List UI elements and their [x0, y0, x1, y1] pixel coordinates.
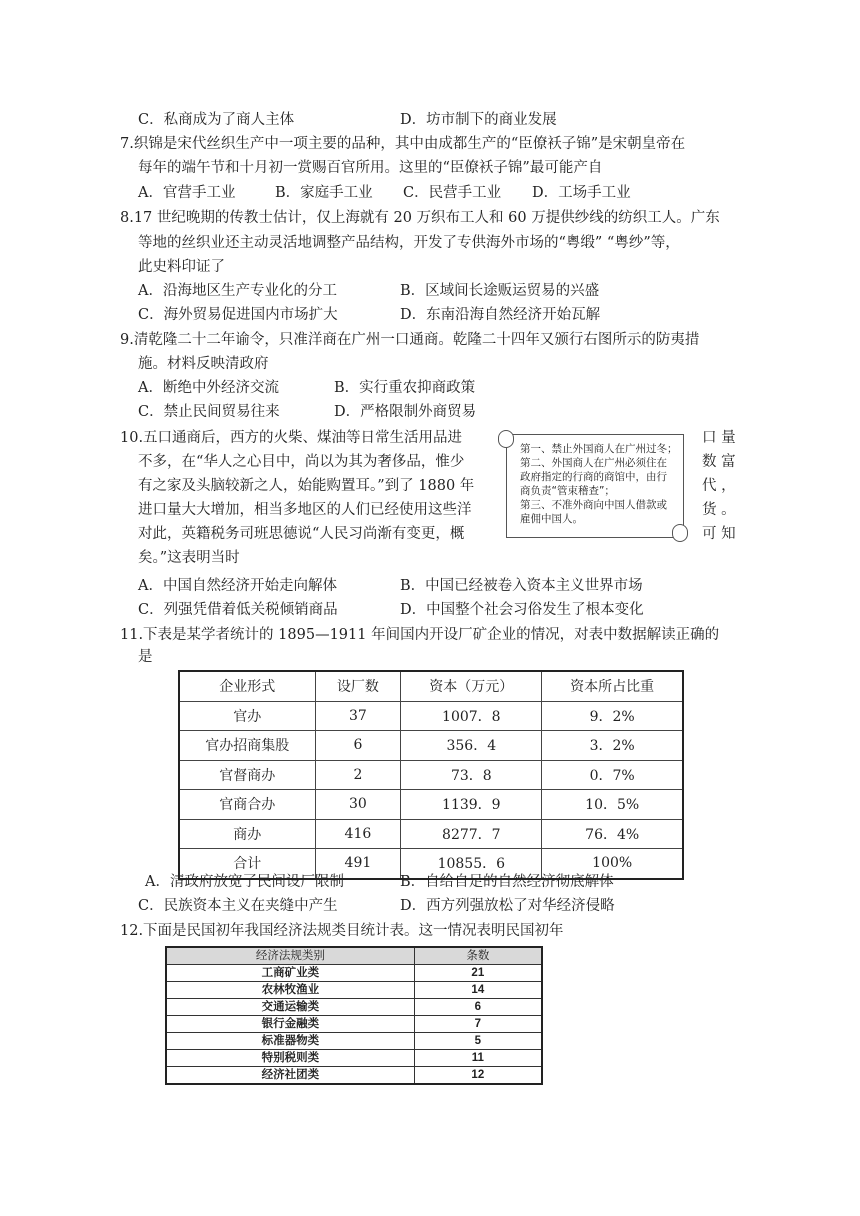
q11-stem-line1: 11.下表是某学者统计的 1895—1911 年间国内开设厂矿企业的情况，对表中数据解读正确的 [120, 627, 720, 643]
table-cell: 21 [414, 965, 542, 982]
q10-stem-line6: 矣。”这表明当时 [138, 550, 240, 566]
q11-option-a[interactable]: A．清政府放宽了民间设厂限制 [145, 874, 344, 890]
table-cell: 合计 [179, 849, 315, 879]
q8-option-a[interactable]: A．沿海地区生产专业化的分工 [138, 283, 337, 299]
table-cell: 14 [414, 982, 542, 999]
q10-stem-line2: 不多，在“华人之心目中，尚以为其为奢侈品，惟少 [138, 454, 465, 470]
enterprise-statistics-table [178, 670, 684, 880]
q10-stem-line3: 有之家及头脑较新之人，始能购置耳。”到了 1880 年 [138, 478, 475, 494]
q9-option-a[interactable]: A．断绝中外经济交流 [138, 380, 279, 396]
table-cell: 7 [414, 1016, 542, 1033]
economic-regulations-table [165, 946, 543, 1085]
table-row [166, 999, 542, 1016]
q10-right-fragment: 货 。 [702, 502, 736, 518]
table-cell: 30 [315, 790, 401, 820]
q9-stem-line2: 施。材料反映清政府 [138, 356, 269, 372]
table-cell: 3．2% [542, 731, 683, 761]
table-cell: 1139．9 [401, 790, 542, 820]
table-cell: 交通运输类 [166, 999, 414, 1016]
table-cell: 491 [315, 849, 401, 879]
q7-option-b[interactable]: B．家庭手工业 [275, 185, 373, 201]
table-cell: 37 [315, 701, 401, 731]
table-cell: 官办招商集股 [179, 731, 315, 761]
table-cell: 1007．8 [401, 701, 542, 731]
q11-option-c[interactable]: C．民族资本主义在夹缝中产生 [138, 898, 338, 914]
table-row [179, 701, 683, 731]
q10-option-a[interactable]: A．中国自然经济开始走向解体 [138, 578, 337, 594]
q8-stem-line1: 8.17 世纪晚期的传教士估计，仅上海就有 20 万织布工人和 60 万提供纱线的纺织工人。广东 [120, 210, 720, 226]
table-row [166, 982, 542, 999]
q10-right-fragment: 可 知 [702, 526, 736, 542]
table-header-cell: 资本所占比重 [542, 671, 683, 701]
q7-option-a[interactable]: A．官营手工业 [138, 185, 236, 201]
q6-option-c[interactable]: C．私商成为了商人主体 [138, 112, 295, 128]
q8-option-d[interactable]: D．东南沿海自然经济开始瓦解 [400, 307, 601, 323]
table-cell: 官办 [179, 701, 315, 731]
table-row [166, 1067, 542, 1085]
table-cell: 官商合办 [179, 790, 315, 820]
table-cell: 100% [542, 849, 683, 879]
table-cell: 10．5% [542, 790, 683, 820]
table-header-cell: 资本（万元） [401, 671, 542, 701]
q11-stem-line2: 是 [138, 649, 153, 665]
table-cell: 工商矿业类 [166, 965, 414, 982]
table-cell: 6 [414, 999, 542, 1016]
scroll-line: 第二、外国商人在广州必须住在 [520, 457, 667, 469]
scroll-line: 商负责“管束稽查”； [520, 485, 615, 497]
scroll-line: 第一、禁止外国商人在广州过冬； [520, 443, 678, 455]
table-cell: 416 [315, 819, 401, 849]
q10-option-b[interactable]: B．中国已经被卷入资本主义世界市场 [400, 578, 643, 594]
q12-stem: 12.下面是民国初年我国经济法规类目统计表。这一情况表明民国初年 [120, 923, 564, 939]
scroll-roll-right [672, 524, 688, 542]
table-row [166, 965, 542, 982]
q8-option-c[interactable]: C．海外贸易促进国内市场扩大 [138, 307, 338, 323]
q10-right-fragment: 代 ， [702, 478, 736, 494]
scroll-text [520, 442, 680, 526]
table-cell: 标准器物类 [166, 1033, 414, 1050]
table-row [179, 760, 683, 790]
table-cell: 6 [315, 731, 401, 761]
q7-stem-line1: 7.织锦是宋代丝织生产中一项主要的品种，其中由成都生产的“臣僚袄子锦”是宋朝皇帝在 [120, 136, 686, 152]
q8-option-b[interactable]: B．区域间长途贩运贸易的兴盛 [400, 283, 600, 299]
table-header-cell: 设厂数 [315, 671, 401, 701]
table-cell: 农林牧渔业 [166, 982, 414, 999]
q9-stem-line1: 9.清乾隆二十二年谕令，只准洋商在广州一口通商。乾隆二十四年又颁行右图所示的防夷措 [120, 332, 700, 348]
table-header-cell: 经济法规类别 [166, 947, 414, 965]
q9-option-d[interactable]: D．严格限制外商贸易 [334, 404, 477, 420]
table-cell: 76．4% [542, 819, 683, 849]
table-row [166, 1050, 542, 1067]
q10-option-c[interactable]: C．列强凭借着低关税倾销商品 [138, 602, 338, 618]
q10-stem-line1: 10.五口通商后，西方的火柴、煤油等日常生活用品进 [120, 430, 463, 446]
q6-option-d[interactable]: D．坊市制下的商业发展 [400, 112, 557, 128]
table-cell: 8277．7 [401, 819, 542, 849]
table-cell: 11 [414, 1050, 542, 1067]
table-cell: 经济社团类 [166, 1067, 414, 1085]
table-row [166, 1016, 542, 1033]
q10-option-d[interactable]: D．中国整个社会习俗发生了根本变化 [400, 602, 644, 618]
q9-option-b[interactable]: B．实行重农抑商政策 [334, 380, 476, 396]
table-header-row [179, 671, 683, 701]
table-cell: 商办 [179, 819, 315, 849]
table-cell: 银行金融类 [166, 1016, 414, 1033]
table-cell: 73．8 [401, 760, 542, 790]
table-row [166, 1033, 542, 1050]
table-cell: 12 [414, 1067, 542, 1085]
table-cell: 5 [414, 1033, 542, 1050]
table-cell: 2 [315, 760, 401, 790]
q10-right-fragment: 口 量 [702, 430, 736, 446]
q11-option-d[interactable]: D．西方列强放松了对华经济侵略 [400, 898, 615, 914]
table-row [179, 731, 683, 761]
scroll-roll-left [498, 430, 514, 448]
q7-option-d[interactable]: D．工场手工业 [532, 185, 631, 201]
table-row [179, 819, 683, 849]
q10-right-fragment: 数 富 [702, 454, 736, 470]
table-row [179, 790, 683, 820]
table-cell: 官督商办 [179, 760, 315, 790]
q9-option-c[interactable]: C．禁止民间贸易往来 [138, 404, 280, 420]
q10-stem-line5: 对此，英籍税务司班思德说“人民习尚渐有变更，概 [138, 526, 465, 542]
table-cell: 356．4 [401, 731, 542, 761]
table-cell: 10855．6 [401, 849, 542, 879]
q7-option-c[interactable]: C．民营手工业 [403, 185, 502, 201]
scroll-line: 政府指定的行商的商馆中，由行 [520, 471, 667, 483]
q8-stem-line2: 等地的丝织业还主动灵活地调整产品结构，开发了专供海外市场的“粤缎” “粤纱”等， [138, 235, 680, 251]
table-cell: 9．2% [542, 701, 683, 731]
q7-stem-line2: 每年的端午节和十月初一赏赐百官所用。这里的“臣僚袄子锦”最可能产自 [138, 160, 603, 176]
anti-foreigner-measures-scroll [498, 428, 688, 542]
q8-stem-line3: 此史料印证了 [138, 259, 225, 275]
table-cell: 0．7% [542, 760, 683, 790]
table-header-cell: 企业形式 [179, 671, 315, 701]
table-header-cell: 条数 [414, 947, 542, 965]
table-cell: 特别税则类 [166, 1050, 414, 1067]
table-header-row [166, 947, 542, 965]
q11-option-b[interactable]: B．自给自足的自然经济彻底解体 [400, 874, 614, 890]
q10-stem-line4: 进口量大大增加，相当多地区的人们已经使用这些洋 [138, 502, 472, 518]
scroll-line: 雇佣中国人。 [520, 513, 583, 525]
scroll-line: 第三、不准外商向中国人借款或 [520, 499, 667, 511]
